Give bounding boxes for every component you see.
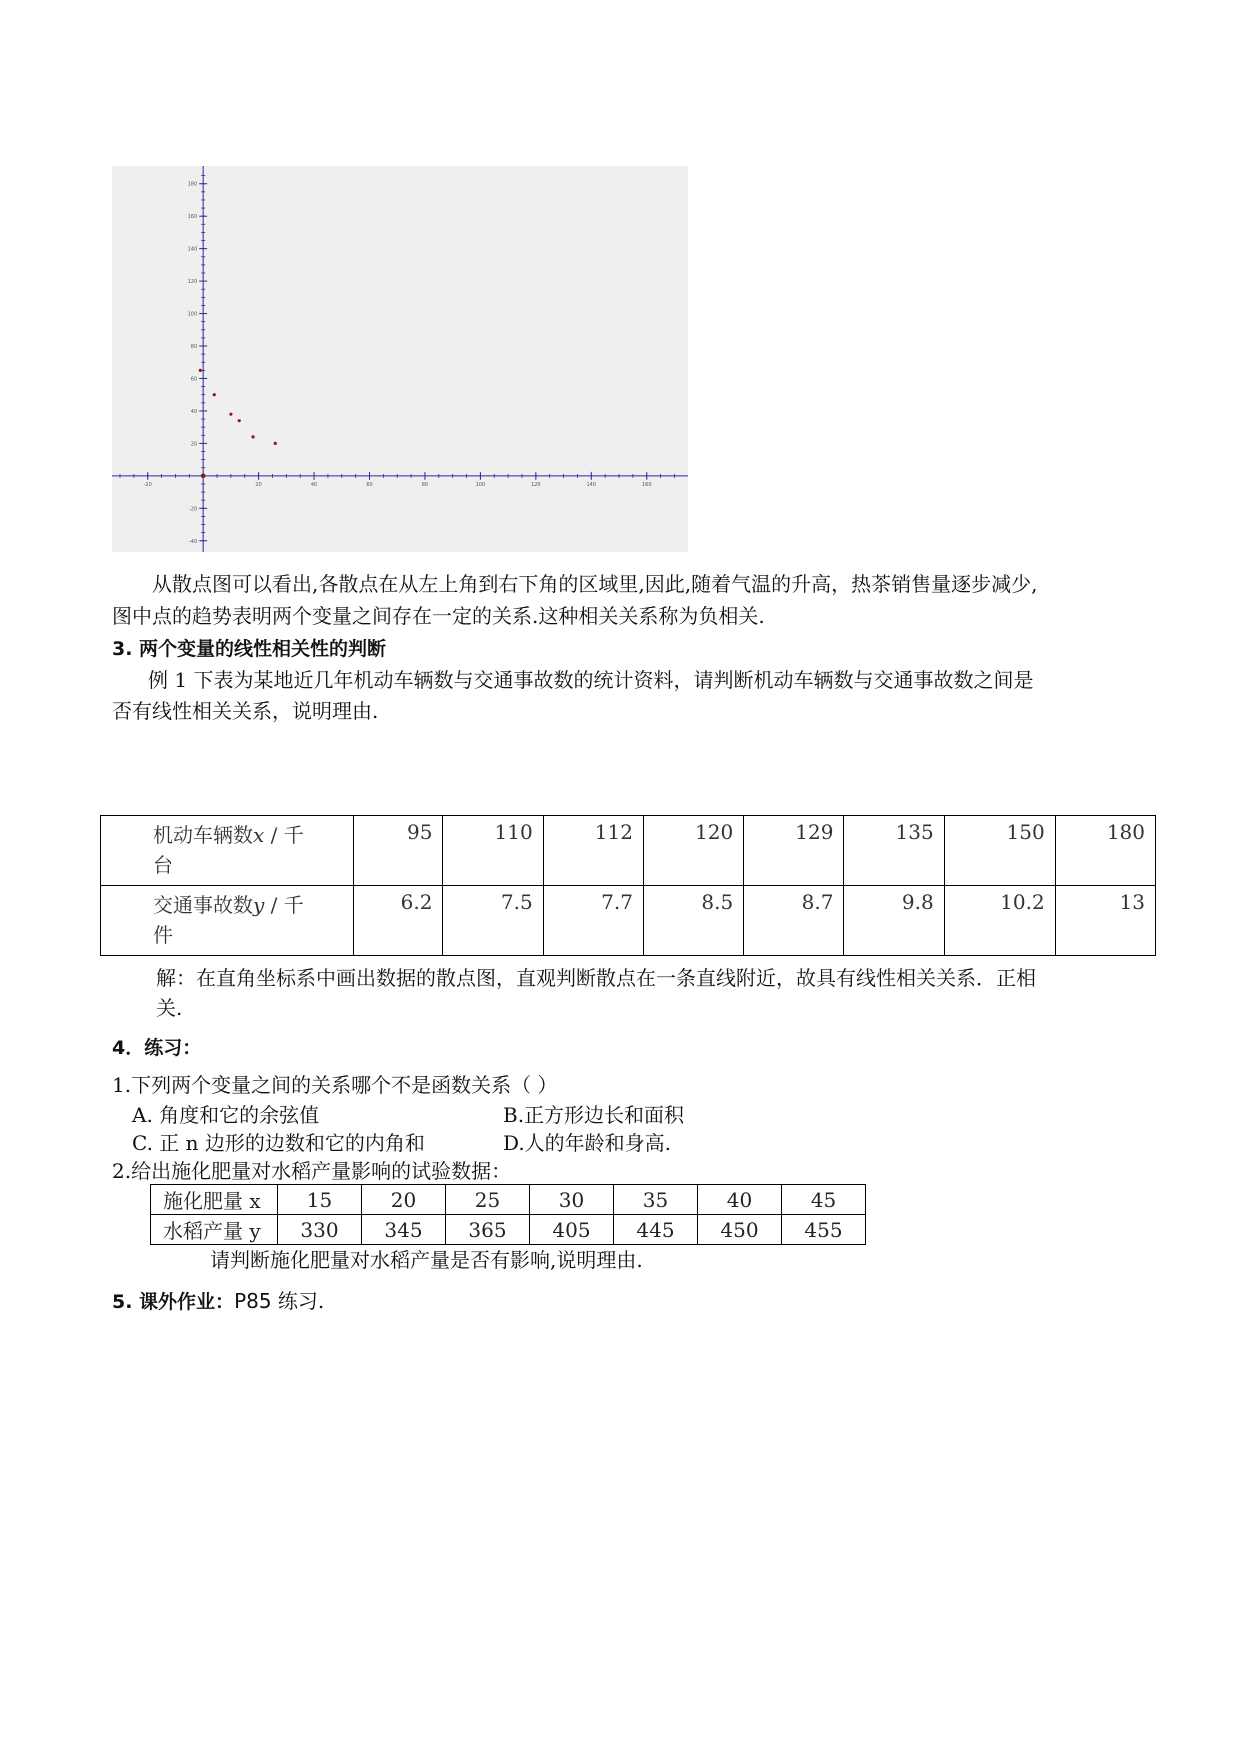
table-cell: 40 — [698, 1185, 782, 1215]
table-cell: 8.5 — [643, 886, 743, 956]
row-label-text: 机动车辆数 — [153, 823, 253, 847]
scatter-point — [251, 435, 254, 438]
x-tick-label: 140 — [586, 481, 597, 488]
vehicle-accident-table — [100, 815, 1156, 956]
question-2-prompt: 请判断施化肥量对水稻产量是否有影响,说明理由. — [210, 1248, 643, 1272]
table-cell: 10.2 — [944, 886, 1055, 956]
table-cell: 7.7 — [543, 886, 643, 956]
x-tick-label: 40 — [310, 481, 318, 488]
section-5-page-ref: P85 — [234, 1289, 272, 1313]
table-cell: 455 — [782, 1215, 866, 1245]
example-1-line-1: 例 1 下表为某地近几年机动车辆数与交通事故数的统计资料，请判断机动车辆数与交通事故数之间是 — [148, 668, 1034, 692]
question-1-option-b: B.正方形边长和面积 — [503, 1103, 685, 1127]
solution-line-2: 关. — [156, 996, 183, 1020]
row-label-unit: / 千 — [264, 823, 304, 847]
table-row — [151, 1185, 866, 1215]
scatter-point — [213, 393, 216, 396]
row-label-unit-cont: 台 — [153, 853, 173, 877]
question-1-stem: 1.下列两个变量之间的关系哪个不是函数关系（ ） — [112, 1073, 558, 1097]
row-label-accidents — [101, 886, 354, 956]
table-cell: 445 — [614, 1215, 698, 1245]
scatter-point — [274, 442, 277, 445]
y-tick-label: 60 — [190, 376, 198, 383]
y-tick-label: 140 — [187, 246, 198, 253]
y-tick-label: -20 — [188, 506, 198, 513]
row-label-unit: / 千 — [264, 893, 304, 917]
row-label-text: 交通事故数 — [153, 893, 253, 917]
table-cell: 110 — [443, 816, 543, 886]
table-cell: 365 — [446, 1215, 530, 1245]
x-tick-label: 120 — [531, 481, 541, 488]
y-tick-label: 20 — [190, 441, 198, 448]
table-cell: 129 — [744, 816, 844, 886]
section-5-text: 练习. — [271, 1289, 325, 1313]
variable-x: x — [253, 823, 265, 847]
table-row — [151, 1215, 866, 1245]
table-cell: 180 — [1055, 816, 1155, 886]
table-cell: 9.8 — [844, 886, 944, 956]
table-cell: 120 — [643, 816, 743, 886]
table-cell: 25 — [446, 1185, 530, 1215]
scatter-point — [229, 413, 232, 416]
y-tick-label: 40 — [190, 408, 198, 415]
table-row — [101, 886, 1156, 956]
row-label-rice-yield: 水稻产量 y — [151, 1215, 278, 1245]
paragraph-line-1: 从散点图可以看出,各散点在从左上角到右下角的区域里,因此,随着气温的升高，热茶销售量逐步减少, — [152, 572, 1038, 596]
table-cell: 45 — [782, 1185, 866, 1215]
table-cell: 330 — [278, 1215, 362, 1245]
question-2-stem: 2.给出施化肥量对水稻产量影响的试验数据： — [112, 1159, 512, 1183]
scatter-point — [201, 473, 206, 478]
table-cell: 20 — [362, 1185, 446, 1215]
solution-line-1: 解：在直角坐标系中画出数据的散点图，直观判断散点在一条直线附近，故具有线性相关关系．正相 — [156, 966, 1036, 990]
scatter-point — [199, 369, 202, 372]
x-tick-label: 60 — [366, 481, 373, 488]
section-5 — [112, 1286, 324, 1317]
x-tick-label: -20 — [143, 481, 152, 488]
table-cell: 95 — [354, 816, 443, 886]
table-cell: 135 — [844, 816, 944, 886]
row-label-unit-cont: 件 — [153, 923, 173, 947]
question-1-option-d: D.人的年龄和身高. — [503, 1131, 672, 1155]
y-tick-label: 100 — [187, 311, 198, 318]
y-tick-label: -40 — [188, 538, 198, 545]
y-tick-label: 80 — [190, 344, 198, 351]
scatter-point — [238, 419, 241, 422]
section-3-heading: 3. 两个变量的线性相关性的判断 — [112, 638, 387, 660]
table-cell: 7.5 — [443, 886, 543, 956]
question-1-option-c: C. 正 n 边形的边数和它的内角和 — [132, 1131, 425, 1155]
x-tick-label: 80 — [421, 481, 429, 488]
table-cell: 13 — [1055, 886, 1155, 956]
scatter-chart — [112, 166, 688, 552]
table-row — [101, 816, 1156, 886]
y-tick-label: 180 — [187, 181, 198, 188]
x-tick-label: 160 — [641, 481, 652, 488]
table-cell: 8.7 — [744, 886, 844, 956]
table-cell: 15 — [278, 1185, 362, 1215]
table-cell: 450 — [698, 1215, 782, 1245]
row-label-fertilizer: 施化肥量 x — [151, 1185, 278, 1215]
row-label-vehicles — [101, 816, 354, 886]
x-tick-label: 20 — [255, 481, 262, 488]
section-4-heading: 4．练习： — [112, 1037, 202, 1059]
scatter-chart-svg — [112, 166, 688, 552]
table-cell: 6.2 — [354, 886, 443, 956]
example-1-line-2: 否有线性相关关系，说明理由. — [112, 699, 379, 723]
table-cell: 405 — [530, 1215, 614, 1245]
table-cell: 30 — [530, 1185, 614, 1215]
question-1-option-a: A. 角度和它的余弦值 — [132, 1103, 320, 1127]
table-cell: 112 — [543, 816, 643, 886]
x-tick-label: 100 — [475, 481, 486, 488]
section-5-heading: 5. 课外作业： — [112, 1291, 235, 1313]
y-tick-label: 160 — [187, 214, 198, 221]
paragraph-line-2: 图中点的趋势表明两个变量之间存在一定的关系.这种相关关系称为负相关. — [112, 604, 765, 628]
table-cell: 35 — [614, 1185, 698, 1215]
table-cell: 150 — [944, 816, 1055, 886]
y-tick-label: 120 — [187, 279, 198, 286]
fertilizer-table — [150, 1184, 866, 1245]
table-cell: 345 — [362, 1215, 446, 1245]
variable-y: y — [253, 893, 265, 917]
